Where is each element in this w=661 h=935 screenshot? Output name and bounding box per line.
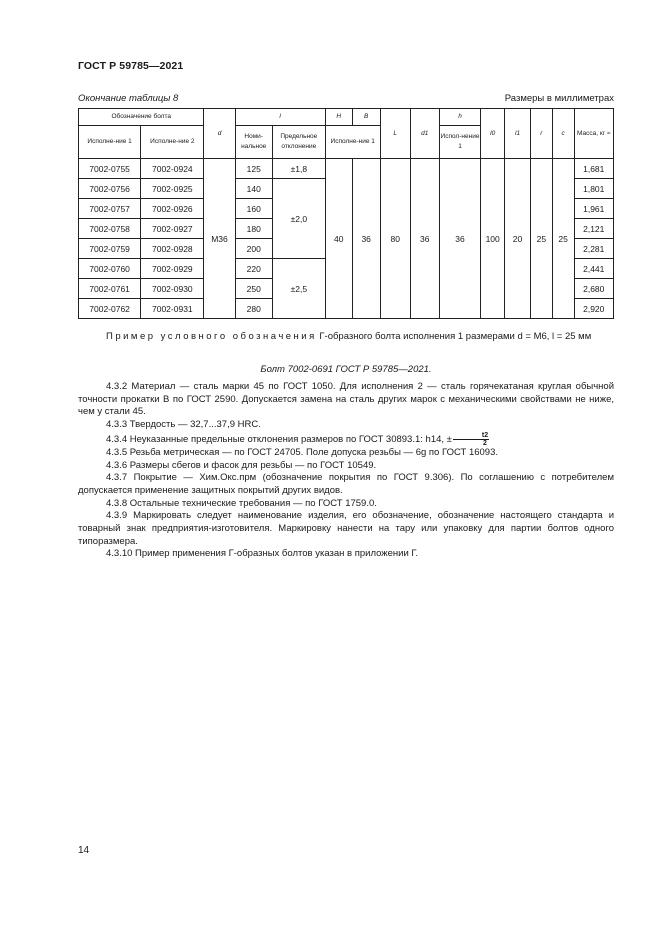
version1-cell: 7002-0759 [79, 239, 141, 259]
l-header: l [235, 109, 325, 126]
r-value-cell: 25 [530, 159, 552, 319]
requirement-item: 4.3.3 Твердость — 32,7...37,9 HRC. [106, 419, 261, 431]
d-header: d [204, 109, 235, 159]
version2-cell: 7002-0929 [141, 259, 204, 279]
table-row [79, 159, 614, 179]
r-header: r [530, 109, 552, 159]
l1-value-cell: 20 [505, 159, 531, 319]
nominal-header: Номи-нальное [235, 126, 272, 159]
standard-header: ГОСТ Р 59785—2021 [78, 60, 184, 72]
version1-cell: 7002-0758 [79, 219, 141, 239]
designation-header: Обозначение болта [79, 109, 204, 126]
mass-header: Масса, кг ≈ [574, 109, 613, 159]
nominal-cell: 200 [235, 239, 272, 259]
mass-cell: 1,681 [574, 159, 613, 179]
version1-cell: 7002-0755 [79, 159, 141, 179]
h-version1-header: Испол-нение 1 [439, 126, 480, 159]
d1-header: d1 [410, 109, 439, 159]
version1-cell: 7002-0757 [79, 199, 141, 219]
nominal-cell: 125 [235, 159, 272, 179]
table-caption-row [78, 93, 614, 107]
units-caption: Размеры в миллиметрах [504, 93, 614, 104]
nominal-cell: 160 [235, 199, 272, 219]
tolerance-fraction [453, 432, 489, 447]
version1-cell: 7002-0761 [79, 279, 141, 299]
fraction-numerator: t2 [453, 432, 489, 440]
l0-header: l0 [481, 109, 505, 159]
h-header: h [439, 109, 480, 126]
version1-cell: 7002-0756 [79, 179, 141, 199]
deviation-header: Предельное отклонение [272, 126, 325, 159]
table-continuation-caption: Окончание таблицы 8 [78, 93, 179, 104]
requirement-item: 4.3.8 Остальные технические требования — по ГОСТ 1759.0. [106, 497, 377, 509]
fraction-denominator: 2 [483, 439, 487, 447]
deviation-cell: ±1,8 [272, 159, 325, 179]
nominal-cell: 140 [235, 179, 272, 199]
requirement-item: 4.3.10 Пример применения Г-образных болтов указан в приложении Г. [106, 548, 419, 560]
L-header: L [380, 109, 410, 159]
example-text: Г-образного болта исполнения 1 размерами d = М6, l = 25 мм [316, 331, 592, 342]
requirement-item: 4.3.7 Покрытие — Хим.Окс.прм (обозначение покрытия по ГОСТ 9.306). По соглашению с потребителем допускается применение защитных покрытий других видов. [78, 472, 614, 496]
L-value-cell: 80 [380, 159, 410, 319]
requirement-item: 4.3.6 Размеры сбегов и фасок для резьбы — по ГОСТ 10549. [106, 459, 377, 471]
c-header: c [552, 109, 574, 159]
version1-cell: 7002-0762 [79, 299, 141, 319]
mass-cell: 2,441 [574, 259, 613, 279]
requirements-list [78, 381, 614, 561]
mass-cell: 1,961 [574, 199, 613, 219]
requirement-item [78, 432, 614, 447]
h-value-cell: 36 [439, 159, 480, 319]
version2-cell: 7002-0930 [141, 279, 204, 299]
nominal-cell: 250 [235, 279, 272, 299]
bolt-dimensions-table [78, 108, 614, 319]
version1-cell: 7002-0760 [79, 259, 141, 279]
requirement-text: 4.3.4 Неуказанные предельные отклонения размеров по ГОСТ 30893.1: h14, ± [106, 433, 452, 445]
example-label: Пример условного обозначения [106, 331, 317, 342]
H-value-cell: 40 [325, 159, 352, 319]
requirement-item: 4.3.9 Маркировать следует наименование изделия, его обозначение, обозначение настоящего стандарта и товарный знак предприятия-изготовителя. Маркировку нанести на тару или упаковку для партии болтов одного типоразмера. [78, 510, 614, 547]
bolt-designation-example: Болт 7002-0691 ГОСТ Р 59785—2021. [260, 364, 432, 375]
l1-header: l1 [505, 109, 531, 159]
nominal-cell: 220 [235, 259, 272, 279]
nominal-cell: 280 [235, 299, 272, 319]
version2-cell: 7002-0924 [141, 159, 204, 179]
l0-value-cell: 100 [481, 159, 505, 319]
mass-cell: 2,121 [574, 219, 613, 239]
version2-cell: 7002-0926 [141, 199, 204, 219]
version2-cell: 7002-0927 [141, 219, 204, 239]
B-header: B [352, 109, 380, 126]
mass-cell: 1,801 [574, 179, 613, 199]
version2-cell: 7002-0925 [141, 179, 204, 199]
mass-cell: 2,281 [574, 239, 613, 259]
requirement-item: 4.3.5 Резьба метрическая — по ГОСТ 24705. Поле допуска резьбы — 6g по ГОСТ 16093. [106, 446, 499, 458]
deviation-cell: ±2,0 [272, 179, 325, 259]
designation-example-paragraph [78, 330, 614, 343]
HB-version1-header: Исполне-ние 1 [325, 126, 380, 159]
version2-header: Исполне-ние 2 [141, 126, 204, 159]
H-header: H [325, 109, 352, 126]
mass-cell: 2,680 [574, 279, 613, 299]
page-number: 14 [78, 845, 90, 856]
nominal-cell: 180 [235, 219, 272, 239]
mass-cell: 2,920 [574, 299, 613, 319]
c-value-cell: 25 [552, 159, 574, 319]
B-value-cell: 36 [352, 159, 380, 319]
version1-header: Исполне-ние 1 [79, 126, 141, 159]
deviation-cell: ±2,5 [272, 259, 325, 319]
version2-cell: 7002-0928 [141, 239, 204, 259]
requirement-item: 4.3.2 Материал — сталь марки 45 по ГОСТ 1050. Для исполнения 2 — сталь горячекатаная круглая обычной точности прокатки В по ГОСТ 2590. Допускается замена на сталь других марок с механическими свойствами не ниже, чем у стали 45. [78, 381, 614, 418]
version2-cell: 7002-0931 [141, 299, 204, 319]
d-value-cell: М36 [204, 159, 235, 319]
d1-value-cell: 36 [410, 159, 439, 319]
